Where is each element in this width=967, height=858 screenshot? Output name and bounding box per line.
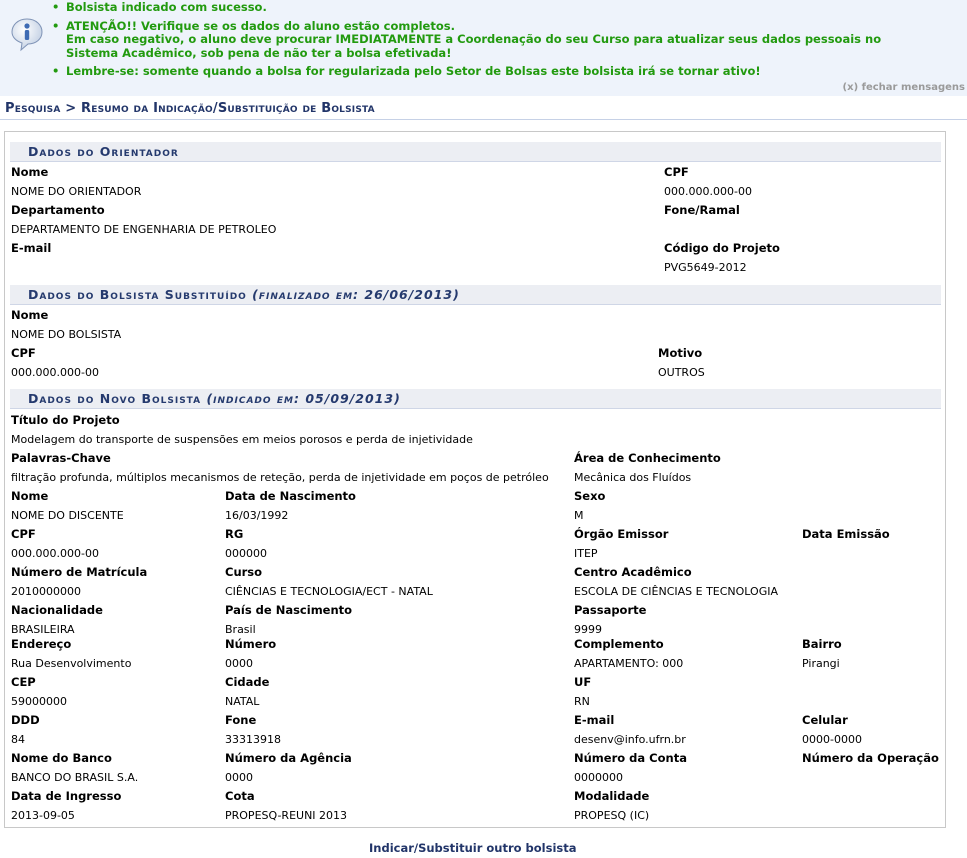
field-novo-fone: Fone 33313918 [225, 713, 281, 746]
message-item [52, 1, 881, 15]
section-header-substituido [10, 285, 941, 305]
message-text-line2: Em caso negativo, o aluno deve procurar IMEDIATAMENTE a Coordenação do seu Curso para atualizar seus dados pessoais no [66, 32, 882, 46]
breadcrumb: Pesquisa > Resumo da Indicação/Substituição de Bolsista [5, 101, 375, 116]
section-note: (finalizado em: 26/06/2013) [252, 287, 460, 302]
field-substituido-cpf: CPF 000.000.000-00 [11, 346, 99, 379]
field-novo-ingresso: Data de Ingresso 2013-09-05 [11, 789, 122, 822]
message-text: Lembre-se: somente quando a bolsa for regularizada pelo Setor de Bolsas este bolsista irá se tornar ativo! [66, 64, 761, 78]
field-novo-cidade: Cidade NATAL [225, 675, 270, 708]
info-bubble-icon [9, 16, 45, 52]
field-novo-ddd: DDD 84 [11, 713, 40, 746]
field-orientador-departamento: Departamento DEPARTAMENTO DE ENGENHARIA DE PETROLEO [11, 203, 277, 236]
field-novo-numero: Número 0000 [225, 637, 277, 670]
field-novo-nascimento: Data de Nascimento 16/03/1992 [225, 489, 356, 522]
field-substituido-motivo: Motivo OUTROS [658, 346, 705, 379]
field-novo-sexo: Sexo M [574, 489, 606, 522]
section-title: Dados do Novo Bolsista [28, 391, 202, 406]
field-novo-pais: País de Nascimento Brasil [225, 603, 353, 636]
message-text-line3: Sistema Acadêmico, sob pena de não ter a bolsa efetivada! [66, 45, 452, 60]
field-novo-celular: Celular 0000-0000 [802, 713, 862, 746]
summary-panel [4, 131, 946, 828]
field-novo-endereco: Endereço Rua Desenvolvimento [11, 637, 132, 670]
field-novo-titulo: Título do Projeto Modelagem do transporte de suspensões em meios porosos e perda de injetividade [11, 413, 473, 446]
field-novo-conta: Número da Conta 0000000 [574, 751, 687, 784]
field-novo-email: E-mail desenv@info.ufrn.br [574, 713, 686, 746]
field-novo-bairro: Bairro Pirangi [802, 637, 842, 670]
field-novo-uf: UF RN [574, 675, 592, 708]
message-text: ATENÇÃO!! Verifique se os dados do aluno estão completos. [66, 18, 455, 33]
section-header-novo [10, 389, 941, 409]
field-novo-nome: Nome NOME DO DISCENTE [11, 489, 124, 522]
field-novo-centro: Centro Acadêmico ESCOLA DE CIÊNCIAS E TECNOLOGIA [574, 565, 778, 598]
field-novo-data-emissao: Data Emissão [802, 527, 890, 541]
close-messages-link[interactable]: (x) fechar mensagens [842, 82, 965, 93]
field-orientador-email: E-mail [11, 241, 52, 255]
indicate-other-bolsista-link[interactable]: Indicar/Substituir outro bolsista [369, 841, 577, 855]
field-novo-agencia: Número da Agência 0000 [225, 751, 352, 784]
bullet-icon: • [52, 18, 60, 33]
field-novo-banco: Nome do Banco BANCO DO BRASIL S.A. [11, 751, 139, 784]
field-novo-modalidade: Modalidade PROPESQ (IC) [574, 789, 650, 822]
divider [0, 119, 967, 120]
field-orientador-codigo: Código do Projeto PVG5649-2012 [664, 241, 780, 274]
field-novo-complemento: Complemento APARTAMENTO: 000 [574, 637, 684, 670]
message-item [52, 65, 881, 79]
message-item [52, 20, 881, 61]
section-header-orientador [10, 142, 941, 162]
field-substituido-nome: Nome NOME DO BOLSISTA [11, 308, 122, 341]
field-novo-area: Área de Conhecimento Mecânica dos Fluídos [574, 451, 721, 484]
field-novo-cep: CEP 59000000 [11, 675, 67, 708]
message-text: Bolsista indicado com sucesso. [66, 0, 267, 14]
section-note: (indicado em: 05/09/2013) [206, 391, 401, 406]
field-novo-operacao: Número da Operação [802, 751, 939, 765]
message-box [0, 0, 967, 96]
field-novo-cpf: CPF 000.000.000-00 [11, 527, 99, 560]
field-novo-orgao: Órgão Emissor ITEP [574, 527, 669, 560]
bullet-icon: • [52, 64, 60, 78]
section-title: Dados do Bolsista Substituído [28, 287, 247, 302]
field-orientador-nome: Nome NOME DO ORIENTADOR [11, 165, 142, 198]
field-orientador-fone: Fone/Ramal [664, 203, 740, 217]
field-novo-matricula: Número de Matrícula 2010000000 [11, 565, 148, 598]
field-novo-curso: Curso CIÊNCIAS E TECNOLOGIA/ECT - NATAL [225, 565, 433, 598]
field-novo-passaporte: Passaporte 9999 [574, 603, 647, 636]
bullet-icon: • [52, 0, 60, 14]
field-novo-palavras: Palavras-Chave filtração profunda, múltiplos mecanismos de reteção, perda de injetividade em poços de petróleo [11, 451, 549, 484]
field-novo-cota: Cota PROPESQ-REUNI 2013 [225, 789, 348, 822]
field-orientador-cpf: CPF 000.000.000-00 [664, 165, 752, 198]
field-novo-rg: RG 000000 [225, 527, 267, 560]
field-novo-nacionalidade: Nacionalidade BRASILEIRA [11, 603, 103, 636]
message-list [52, 0, 881, 79]
section-title: Dados do Orientador [28, 144, 179, 159]
